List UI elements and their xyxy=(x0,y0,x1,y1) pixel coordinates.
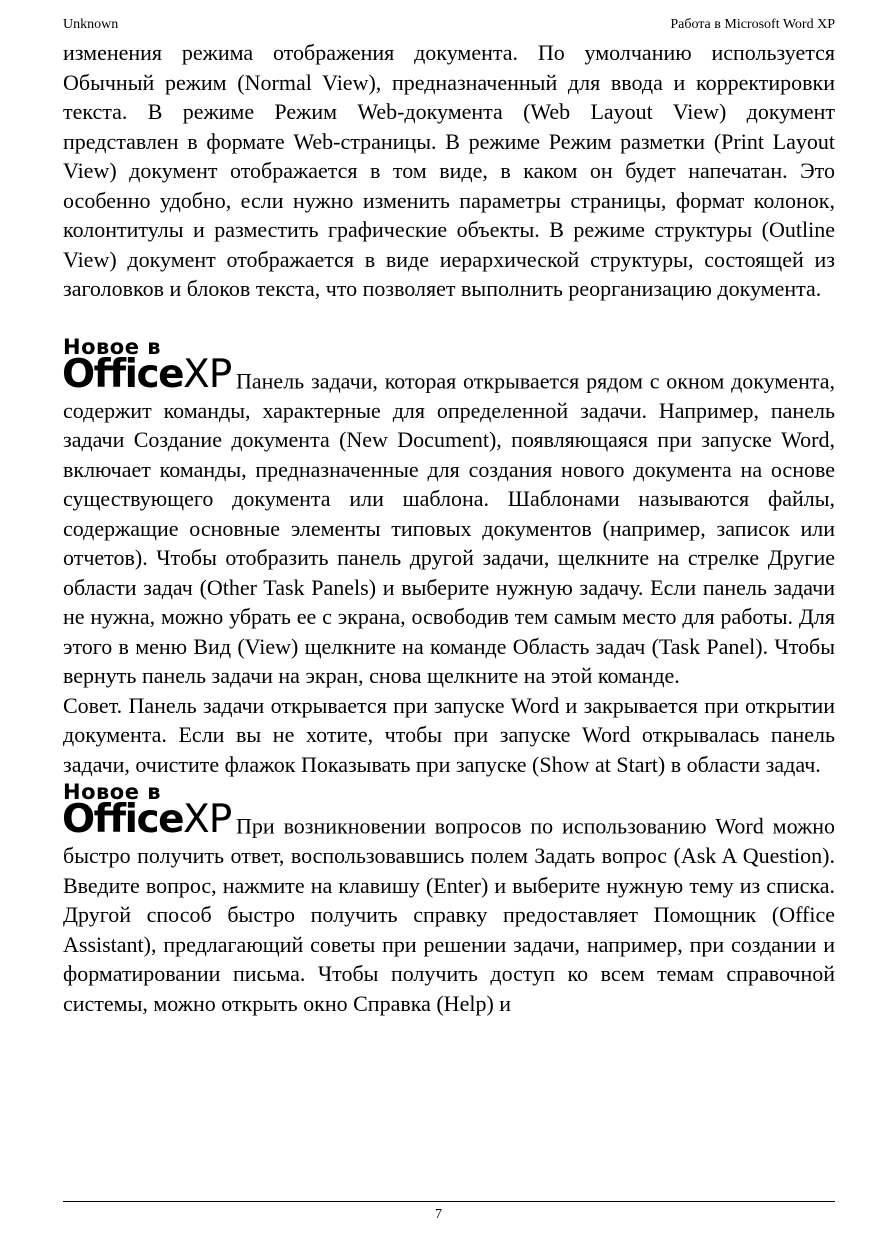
paragraph-spacer xyxy=(63,304,835,334)
logo-office-text: Office xyxy=(62,351,184,397)
document-body xyxy=(63,38,835,1018)
header-left-text: Unknown xyxy=(63,17,119,32)
page-header xyxy=(63,16,835,34)
logo-line-new-in: Новое в xyxy=(63,780,162,804)
paragraph-help xyxy=(63,779,835,1018)
paragraph-help-text: При возникновении вопросов по использованию Word можно быстро получить ответ, воспользовавшись полем Задать вопрос (Ask A Question). Введите вопрос, нажмите на клавишу (Enter) и выберите нужную тему из списка. Другой способ быстро получить справку предоставляет Помощник (Office Assistant), предлагающий советы при решении задачи, например, при создании и форматировании письма. Чтобы получить доступ ко всем темам справочной системы, можно открыть окно Справка (Help) и xyxy=(63,813,835,1016)
paragraph-task-pane xyxy=(63,334,835,691)
logo-line-office-xp xyxy=(62,799,231,841)
new-in-office-xp-logo xyxy=(63,334,236,396)
logo-office-text: Office xyxy=(62,797,184,842)
logo-line-office-xp xyxy=(62,351,232,397)
new-in-office-xp-logo xyxy=(63,779,236,841)
paragraph-tip: Совет. Панель задачи открывается при запуске Word и закрывается при открытии документа. Если вы не хотите, чтобы при запуске Word открывалась панель задачи, очистите флажок Показывать при запуске (Show at Start) в области задач. xyxy=(63,692,835,777)
paragraph-view-modes: изменения режима отображения документа. По умолчанию используется Обычный режим (Normal View), предназначенный для ввода и корректировки текста. В режиме Режим Web-документа (Web Layout View) документ представлен в формате Web-страницы. В режиме Режим разметки (Print Layout View) документ отображается в том виде, в каком он будет напечатан. Это особенно удобно, если нужно изменить параметры страницы, формат колонок, колонтитулы и разместить графические объекты. В режиме структуры (Outline View) документ отображается в виде иерархической структуры, состоящей из заголовков и блоков текста, что позволяет выполнить реорганизацию документа. xyxy=(63,40,835,301)
page-number: 7 xyxy=(435,1207,442,1222)
header-right-text: Работа в Microsoft Word XP xyxy=(670,17,835,32)
logo-line-new-in: Новое в xyxy=(63,334,162,359)
paragraph-task-pane-text: Панель задачи, которая открывается рядом с окном документа, содержит команды, характерные для определенной задачи. Например, панель задачи Создание документа (New Document), появляющаяся при запуске Word, включает команды, предназначенные для создания нового документа на основе существующего документа или шаблона. Шаблонами называются файлы, содержащие основные элементы типовых документов (например, записок или отчетов). Чтобы отобразить панель другой задачи, щелкните на стрелке Другие области задач (Other Task Panels) и выберите нужную задачу. Если панель задачи не нужна, можно убрать ее с экрана, освободив тем самым место для работы. Для этого в меню Вид (View) щелкните на команде Область задач (Task Panel). Чтобы вернуть панель задачи на экран, снова щелкните на этой команде. xyxy=(63,368,835,688)
footer-divider xyxy=(63,1201,835,1202)
logo-xp-text: XP xyxy=(183,351,232,397)
logo-xp-text: XP xyxy=(183,797,232,842)
